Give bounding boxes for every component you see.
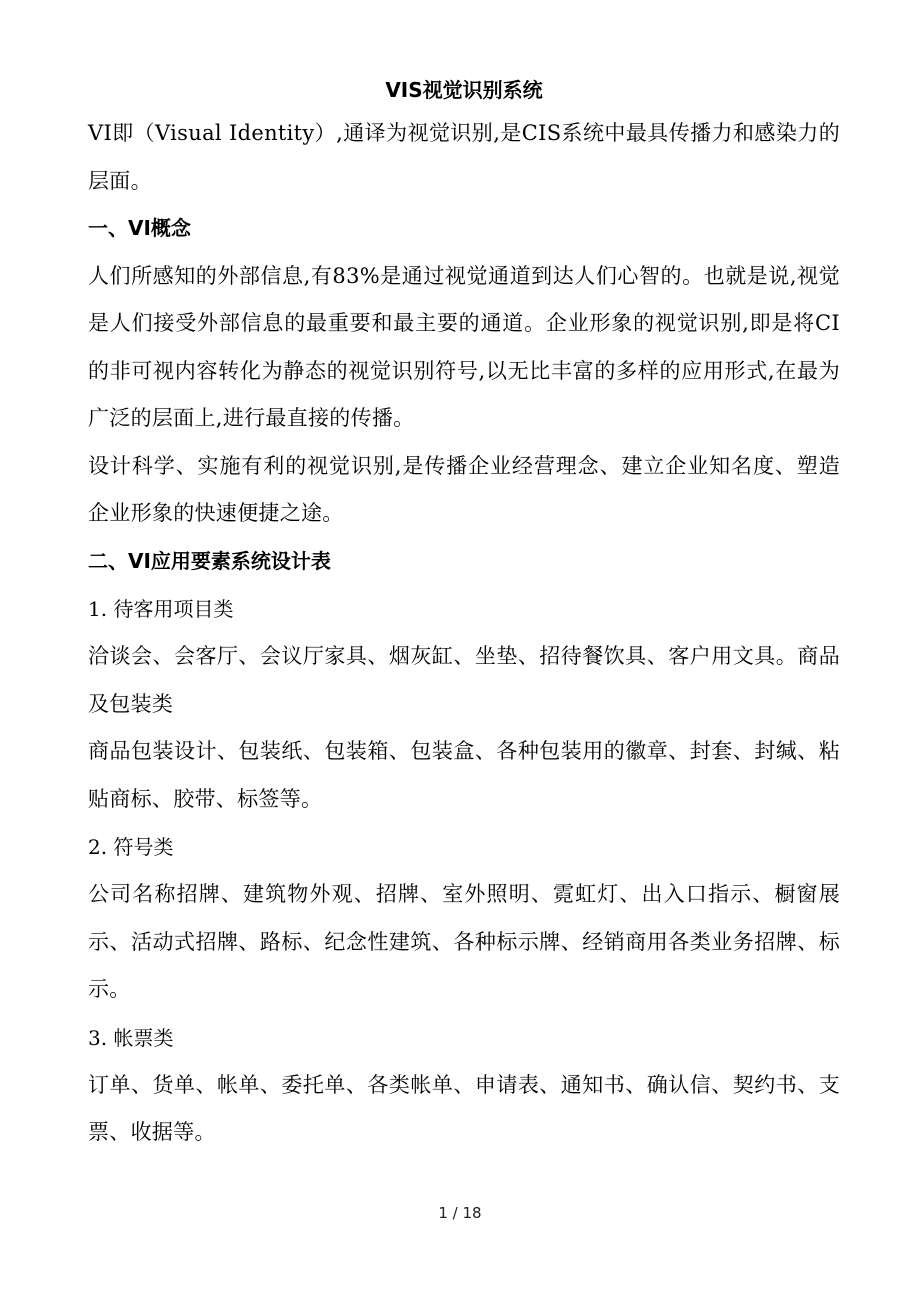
page-number: 1 / 18	[438, 1204, 482, 1222]
list-item-text-packaging: 商品包装设计、包装纸、包装箱、包装盒、各种包装用的徽章、封套、封缄、粘贴商标、胶带、标签等。	[88, 739, 840, 811]
section-heading-vi-concept: 一、VI概念	[88, 216, 191, 240]
list-item-text-reception: 洽谈会、会客厅、会议厅家具、烟灰缸、坐垫、招待餐饮具、客户用文具。商品及包装类	[88, 644, 840, 716]
list-item-title-symbols: 2. 符号类	[88, 835, 174, 859]
document-title: VIS视觉识别系统	[385, 78, 543, 102]
intro-paragraph: VI即（Visual Identity）,通译为视觉识别,是CIS系统中最具传播力和感染力的层面。	[88, 121, 840, 193]
list-item-text-symbols: 公司名称招牌、建筑物外观、招牌、室外照明、霓虹灯、出入口指示、橱窗展示、活动式招牌、路标、纪念性建筑、各种标示牌、经销商用各类业务招牌、标示。	[88, 882, 840, 1001]
list-item-title-reception: 1. 待客用项目类	[88, 597, 234, 621]
list-item-text-forms: 订单、货单、帐单、委托单、各类帐单、申请表、通知书、确认信、契约书、支票、收据等。	[88, 1072, 840, 1144]
section1-paragraph-2: 设计科学、实施有利的视觉识别,是传播企业经营理念、建立企业知名度、塑造企业形象的快速便捷之途。	[88, 453, 840, 525]
document-body	[88, 70, 840, 1157]
section-heading-vi-application: 二、VI应用要素系统设计表	[88, 548, 331, 573]
list-item-title-forms: 3. 帐票类	[88, 1025, 174, 1050]
section1-paragraph-1: 人们所感知的外部信息,有83%是通过视觉通道到达人们心智的。也就是说,视觉是人们接受外部信息的最重要和最主要的通道。企业形象的视觉识别,即是将CI的非可视内容转化为静态的视觉识别符号,以无比丰富的多样的应用形式,在最为广泛的层面上,进行最直接的传播。	[88, 263, 840, 430]
